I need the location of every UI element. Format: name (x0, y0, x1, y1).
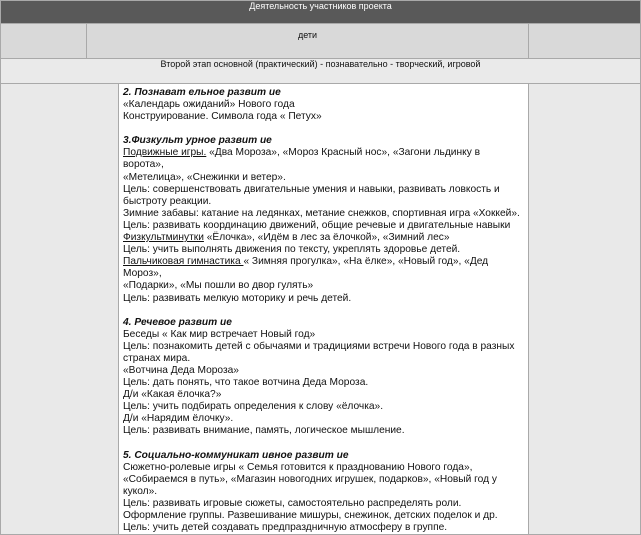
text-line: «Календарь ожиданий» Нового года (123, 99, 295, 111)
text-span: « Зимняя прогулка», «На ёлке», «Новый год», «Дед Мороз», (123, 256, 489, 280)
subheader-cell-left (1, 24, 87, 59)
text-line (123, 256, 522, 280)
section-cognitive-title: 2. Познават ельное развит ие (123, 87, 281, 98)
text-line: «Подарки», «Мы пошли во двор гулять» (123, 280, 314, 292)
header-participants-activity: Деятельность участников проекта (1, 1, 641, 24)
spacer (123, 438, 522, 450)
text-line: Зимние забавы: катание на ледянках, метание снежков, спортивная игра «Хоккей». (123, 207, 520, 219)
spacer (123, 305, 522, 317)
text-line: Д/и «Нарядим ёлочку». (123, 413, 234, 425)
activities-cell (119, 84, 529, 535)
physical-minutes-link: Физкультминутки (123, 232, 204, 244)
text-line: Цель: учить выполнять движения по тексту, укреплять здоровье детей. (123, 244, 461, 256)
text-line: Цель: познакомить детей с обычаями и традициями встречи Нового года в разных (123, 340, 515, 352)
text-line: Оформление группы. Развешивание мишуры, снежинок, детских поделок и др. (123, 510, 498, 521)
text-line: Беседы « Как мир встречает Новый год» (123, 328, 316, 340)
subheader-children: дети (87, 24, 529, 59)
section-social-title: 5. Социально-коммуникат ивное развит ие (123, 449, 349, 461)
stage-row (1, 59, 641, 84)
text-line: Цель: развивать координацию движений, общие речевые и двигательные навыки (123, 219, 511, 231)
left-empty-cell (1, 84, 119, 535)
text-line: Цель: развивать игровые сюжеты, самостоятельно распределять роли. (123, 497, 462, 509)
section-physical-title: 3.Физкульт урное развит ие (123, 135, 272, 147)
text-line: Цель: развивать внимание, память, логическое мышление. (123, 425, 405, 437)
text-line: Цель: совершенствовать двигательные умения и навыки, развивать ловкость и (123, 183, 500, 195)
text-line: Цель: дать понять, что такое вотчина Деда Мороза. (123, 377, 369, 389)
text-line: быстроту реакции. (123, 195, 212, 207)
text-line: «Вотчина Деда Мороза» (123, 364, 239, 376)
table-header-row (1, 1, 641, 24)
text-line: «Метелица», «Снежинки и ветер». (123, 171, 286, 183)
content-row (1, 84, 641, 535)
spacer (123, 123, 522, 135)
text-line: странах мира. (123, 352, 191, 364)
table-subheader-row (1, 24, 641, 59)
text-span: «Ёлочка», «Идём в лес за ёлочкой», «Зимний лес» (203, 232, 450, 244)
stage-title: Второй этап основной (практический) - познавательно - творческий, игровой (1, 59, 641, 84)
text-line: Сюжетно-ролевые игры « Семья готовится к празднованию Нового года», (123, 461, 473, 473)
right-empty-cell (529, 84, 641, 535)
finger-gymnastics-link: Пальчиковая гимнастика (123, 256, 244, 268)
text-line: «Собираемся в путь», «Магазин новогодних игрушек, подарков», «Новый год у кукол». (123, 473, 497, 497)
outdoor-games-link: Подвижные игры. (123, 147, 207, 159)
text-line: Цель: учить подбирать определения к слову «ёлочка». (123, 401, 384, 413)
text-span: «Два Мороза», «Мороз Красный нос», «Загони льдинку в ворота», (123, 147, 481, 171)
section-speech-title: 4. Речевое развит ие (123, 316, 232, 328)
text-line: Цель: развивать мелкую моторику и речь детей. (123, 292, 352, 304)
text-line (123, 232, 522, 244)
subheader-cell-right (529, 24, 641, 59)
text-line (123, 147, 522, 171)
text-line: Д/и «Какая ёлочка?» (123, 389, 222, 401)
text-line: Цель: учить детей создавать предпраздничную атмосферу в группе. (123, 522, 448, 534)
text-line: Конструирование. Символа года « Петух» (123, 111, 322, 123)
